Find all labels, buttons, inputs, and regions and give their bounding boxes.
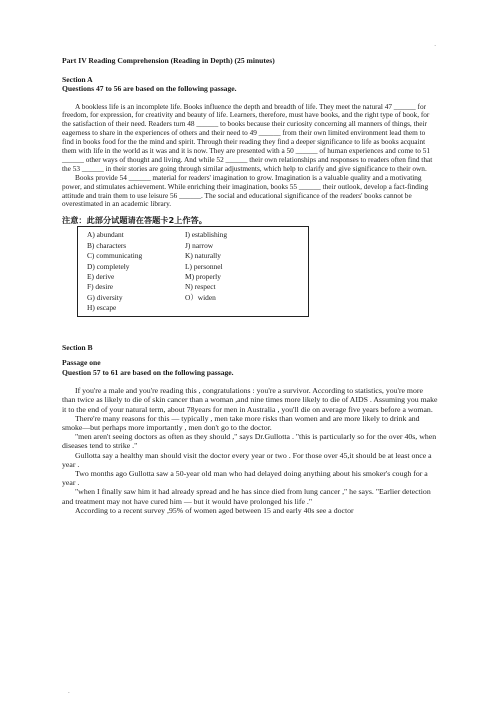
option-g: G) diversity [87, 292, 123, 302]
section-b-paragraph-2: There're many reasons for this — typically , men take more risks than women and are more likely to drink and smoke—but perhaps more importantly , men don't go to the doctor. [62, 413, 420, 433]
option-f: F) desire [87, 282, 114, 292]
option-k: K) naturally [185, 251, 221, 261]
option-h: H) escape [87, 303, 117, 313]
section-b-paragraph-6: "when I finally saw him it had already spread and he has since died from lung cancer ," he says. "Earlier detection and treatment may not have cured him — but it would have prolonged his life ." [62, 487, 431, 506]
section-b-paragraph-4: Gullotta say a healthy man should visit the doctor every year or two . For those over 45,it should be at least once a year . [62, 450, 432, 469]
option-m: M) properly [185, 271, 221, 281]
option-n: N) respect [185, 282, 216, 292]
section-a-paragraph-1: A bookless life is an incomplete life. Books influence the depth and breadth of life. They meet the natural 47 ______ for freedom, for expression, for creativity and beauty of life. Learners, therefore, must have books, and the right type of book, for the satisfaction of their need. Readers turn 48 ______ to books because their curiosity concerning all manners of things, their eagerness to share in the experiences of others and their need to 49 ______ from their own limited environment lead them to find in books food for the the mind and spirit. Through their reading they find a deeper significance to life as books acquaint them with life in the world as it was and it is now. They are presented with a 50 ______ of human experiences and come to 51 ______ other ways of thought and living. And while 52 ______ their own relationships and responses to readers often find that the 53 ______ in their stories are going through similar adjustments, which help to clarify and give significance to their own. [62, 101, 433, 173]
section-b-paragraph-5: Two months ago Gullotta saw a 50-year old man who had delayed doing anything about his smoker's cough for a year . [62, 469, 428, 488]
page-mark-top: . [434, 40, 436, 48]
section-a-paragraph-2: Books provide 54 ______ material for readers' imagination to grow. Imagination is a valuable quality and a motivating power, and stimulates achievement. While enriching their imagination, books 55 ______ their outlook, develop a fact-finding attitude and train them to use leisure 56 ______. The social and educational significance of the readers' books cannot be overestimated in an academic library. [62, 172, 429, 209]
option-e: E) derive [87, 271, 115, 281]
option-l: L) personnel [185, 261, 223, 271]
section-b-paragraph-3: "men aren't seeing doctors as often as they should ," says Dr.Gullotta . "this is particularly so for the over 40s, when diseases tend to strike ." [62, 432, 437, 451]
section-a-label: Section A [62, 74, 93, 84]
option-a: A) abundant [87, 230, 124, 240]
option-b: B) characters [87, 240, 127, 250]
option-c: C) communicating [87, 251, 143, 261]
section-a-instruction: Questions 47 to 56 are based on the following passage. [62, 84, 237, 93]
part-title: Part IV Reading Comprehension (Reading in Depth) (25 minutes) [62, 56, 275, 65]
option-o: O）widen [185, 292, 216, 302]
option-j: J) narrow [185, 240, 214, 250]
word-bank-box [77, 226, 309, 316]
section-b-paragraph-7: According to a recent survey ,95% of women aged between 15 and early 40s see a doctor [75, 505, 354, 515]
page-mark-bottom: . [68, 687, 70, 695]
option-i: I) establishing [185, 230, 228, 240]
answer-sheet-note: 注意：此部分试题请在答题卡2上作答。 [62, 215, 207, 226]
section-b-instruction: Question 57 to 61 are based on the following passage. [62, 367, 234, 377]
section-b-label: Section B [62, 342, 93, 352]
passage-label: Passage one [62, 358, 101, 368]
section-b-paragraph-1: If you're a male and you're reading this , congratulations : you're a survivor. According to statistics, you're more than twice as likely to die of skin cancer than a woman ,and nine times more likely to die of AIDS . Assuming you make it to the end of your natural term, about 78years for men in Australia , you'll die on average five years before a woman. [62, 386, 438, 414]
page-content [62, 56, 438, 515]
option-empty [185, 303, 302, 313]
option-d: D) completely [87, 261, 130, 271]
